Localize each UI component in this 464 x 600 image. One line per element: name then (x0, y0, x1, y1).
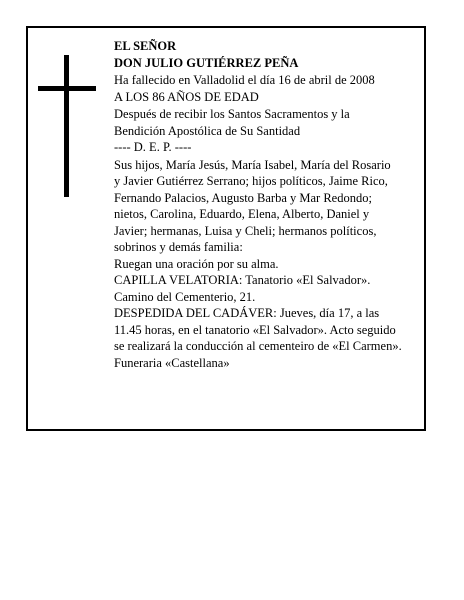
family-line-6: sobrinos y demás familia: (114, 240, 243, 254)
chapel-line-2: Camino del Cementerio, 21. (114, 289, 256, 304)
prayer-line: Ruegan una oración por su alma. (114, 256, 279, 271)
farewell-line-3: se realizará la conducción al cementeiro de «El Carmen». (114, 339, 402, 353)
family-line-5: Javier; hermanas, Luisa y Cheli; hermanos políticos, (114, 223, 377, 238)
cross-horizontal-bar (38, 86, 96, 91)
chapel-line-1: CAPILLA VELATORIA: Tanatorio «El Salvador». (114, 273, 371, 287)
death-announcement: Ha fallecido en Valladolid el día 16 de abril de 2008 (114, 73, 375, 87)
obituary-text (114, 38, 430, 371)
cross-vertical-bar (64, 55, 69, 197)
title-line-2: DON JULIO GUTIÉRREZ PEÑA (114, 55, 299, 70)
family-line-3: Fernando Palacios, Augusto Barba y Mar Redondo; (114, 190, 372, 205)
family-line-4: nietos, Carolina, Eduardo, Elena, Alberto, Daniel y (114, 207, 370, 221)
age-line: A LOS 86 AÑOS DE EDAD (114, 89, 259, 104)
cross-icon (38, 55, 96, 197)
family-line-2: y Javier Gutiérrez Serrano; hijos políticos, Jaime Rico, (114, 174, 388, 188)
title-line-1: EL SEÑOR (114, 39, 177, 53)
sacraments-line-2: Bendición Apostólica de Su Santidad (114, 123, 301, 138)
rip-line: ---- D. E. P. ---- (114, 140, 192, 154)
family-line-1: Sus hijos, María Jesús, María Isabel, María del Rosario (114, 157, 391, 172)
funeral-home-line: Funeraria «Castellana» (114, 355, 230, 370)
farewell-line-1: DESPEDIDA DEL CADÁVER: Jueves, día 17, a las (114, 306, 380, 320)
farewell-line-2: 11.45 horas, en el tanatorio «El Salvador». Acto seguido (114, 322, 396, 337)
sacraments-line-1: Después de recibir los Santos Sacramentos y la (114, 107, 350, 121)
